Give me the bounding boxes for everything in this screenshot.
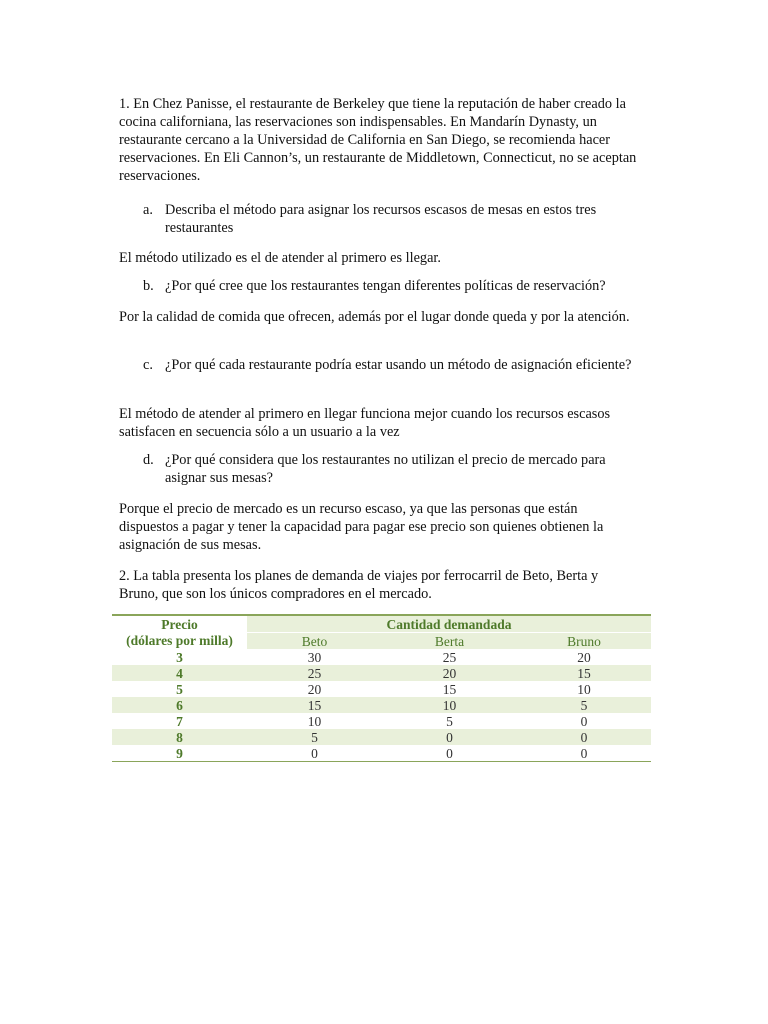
quantity-cell-berta: 20	[382, 665, 517, 681]
quantity-cell-beto: 5	[247, 729, 382, 745]
item-question: ¿Por qué considera que los restaurantes no utilizan el precio de mercado para asignar sus mesas?	[165, 452, 606, 486]
item-question: ¿Por qué cree que los restaurantes tengan diferentes políticas de reservación?	[165, 278, 606, 294]
quantity-cell-berta: 0	[446, 745, 453, 761]
question-1d	[143, 451, 643, 487]
demand-table	[112, 614, 651, 762]
price-cell: 9	[176, 745, 183, 761]
item-question: Describa el método para asignar los recursos escasos de mesas en estos tres restaurantes	[165, 202, 597, 236]
table-row	[112, 665, 651, 681]
item-label: a.	[143, 202, 153, 218]
quantity-cell-bruno: 5	[517, 697, 651, 713]
answer-1c: El método de atender al primero en llegar funciona mejor cuando los recursos escasos satisfacen en secuencia sólo a un usuario a la vez	[119, 406, 611, 440]
table-row	[112, 729, 651, 745]
price-cell: 7	[176, 713, 183, 729]
quantity-cell-berta: 10	[382, 697, 517, 713]
item-question: ¿Por qué cada restaurante podría estar usando un método de asignación eficiente?	[165, 357, 632, 373]
quantity-cell-berta: 15	[442, 681, 457, 697]
quantity-cell-bruno: 0	[517, 729, 651, 745]
column-header-beto: Beto	[247, 633, 382, 650]
price-unit-header: (dólares por milla)	[126, 633, 233, 649]
quantity-cell-berta: 25	[442, 649, 457, 665]
table-header-row-2	[112, 633, 651, 650]
quantity-cell-bruno: 15	[517, 665, 651, 681]
table-body	[112, 649, 651, 762]
answer-1a: El método utilizado es el de atender al primero es llegar.	[119, 250, 441, 266]
quantity-cell-beto: 0	[311, 745, 318, 761]
quantity-demanded-header: Cantidad demandada	[247, 616, 651, 633]
table-row	[112, 745, 651, 762]
answer-1b: Por la calidad de comida que ofrecen, además por el lugar donde queda y por la atención.	[119, 309, 630, 325]
quantity-cell-bruno: 0	[580, 713, 588, 729]
question-1b	[143, 277, 643, 295]
quantity-cell-bruno: 20	[577, 649, 591, 665]
price-header: Precio	[161, 616, 198, 632]
price-cell: 8	[112, 729, 247, 745]
question-1-intro: 1. En Chez Panisse, el restaurante de Berkeley que tiene la reputación de haber creado la cocina californiana, las reservaciones son indispensables. En Mandarín Dynasty, un restaurante cercano a la Universidad de California en San Diego, se recomienda hacer reservaciones. En Eli Cannon’s, un restaurante de Middletown, Connecticut, no se aceptan reservaciones.	[119, 96, 637, 184]
price-cell: 5	[176, 681, 183, 697]
table-row	[112, 697, 651, 713]
item-label: b.	[143, 278, 154, 294]
quantity-cell-beto: 25	[247, 665, 382, 681]
price-cell: 6	[112, 697, 247, 713]
table-row	[112, 649, 651, 665]
table-header-row-1	[112, 616, 651, 633]
answer-1d: Porque el precio de mercado es un recurso escaso, ya que las personas que están dispuestos a pagar y tener la capacidad para pagar ese precio son quienes obtienen la asignación de sus mesas.	[119, 501, 604, 553]
quantity-cell-beto: 20	[307, 681, 322, 697]
price-cell: 3	[176, 649, 183, 665]
question-1a	[143, 201, 643, 237]
column-header-bruno: Bruno	[517, 633, 651, 650]
column-header-berta: Berta	[382, 633, 517, 650]
item-label: c.	[143, 357, 153, 373]
question-2-intro: 2. La tabla presenta los planes de demanda de viajes por ferrocarril de Beto, Berta y Bruno, que son los únicos compradores en el mercado.	[119, 568, 599, 602]
quantity-cell-beto: 15	[247, 697, 382, 713]
item-label: d.	[143, 452, 154, 468]
quantity-cell-berta: 0	[382, 729, 517, 745]
question-1c	[143, 356, 643, 374]
quantity-cell-bruno: 10	[577, 681, 591, 697]
table-row	[112, 681, 651, 697]
table-row	[112, 713, 651, 729]
quantity-cell-beto: 10	[307, 713, 322, 729]
price-cell: 4	[112, 665, 247, 681]
quantity-cell-bruno: 0	[580, 745, 588, 761]
quantity-cell-berta: 5	[446, 713, 453, 729]
quantity-cell-beto: 30	[307, 649, 322, 665]
